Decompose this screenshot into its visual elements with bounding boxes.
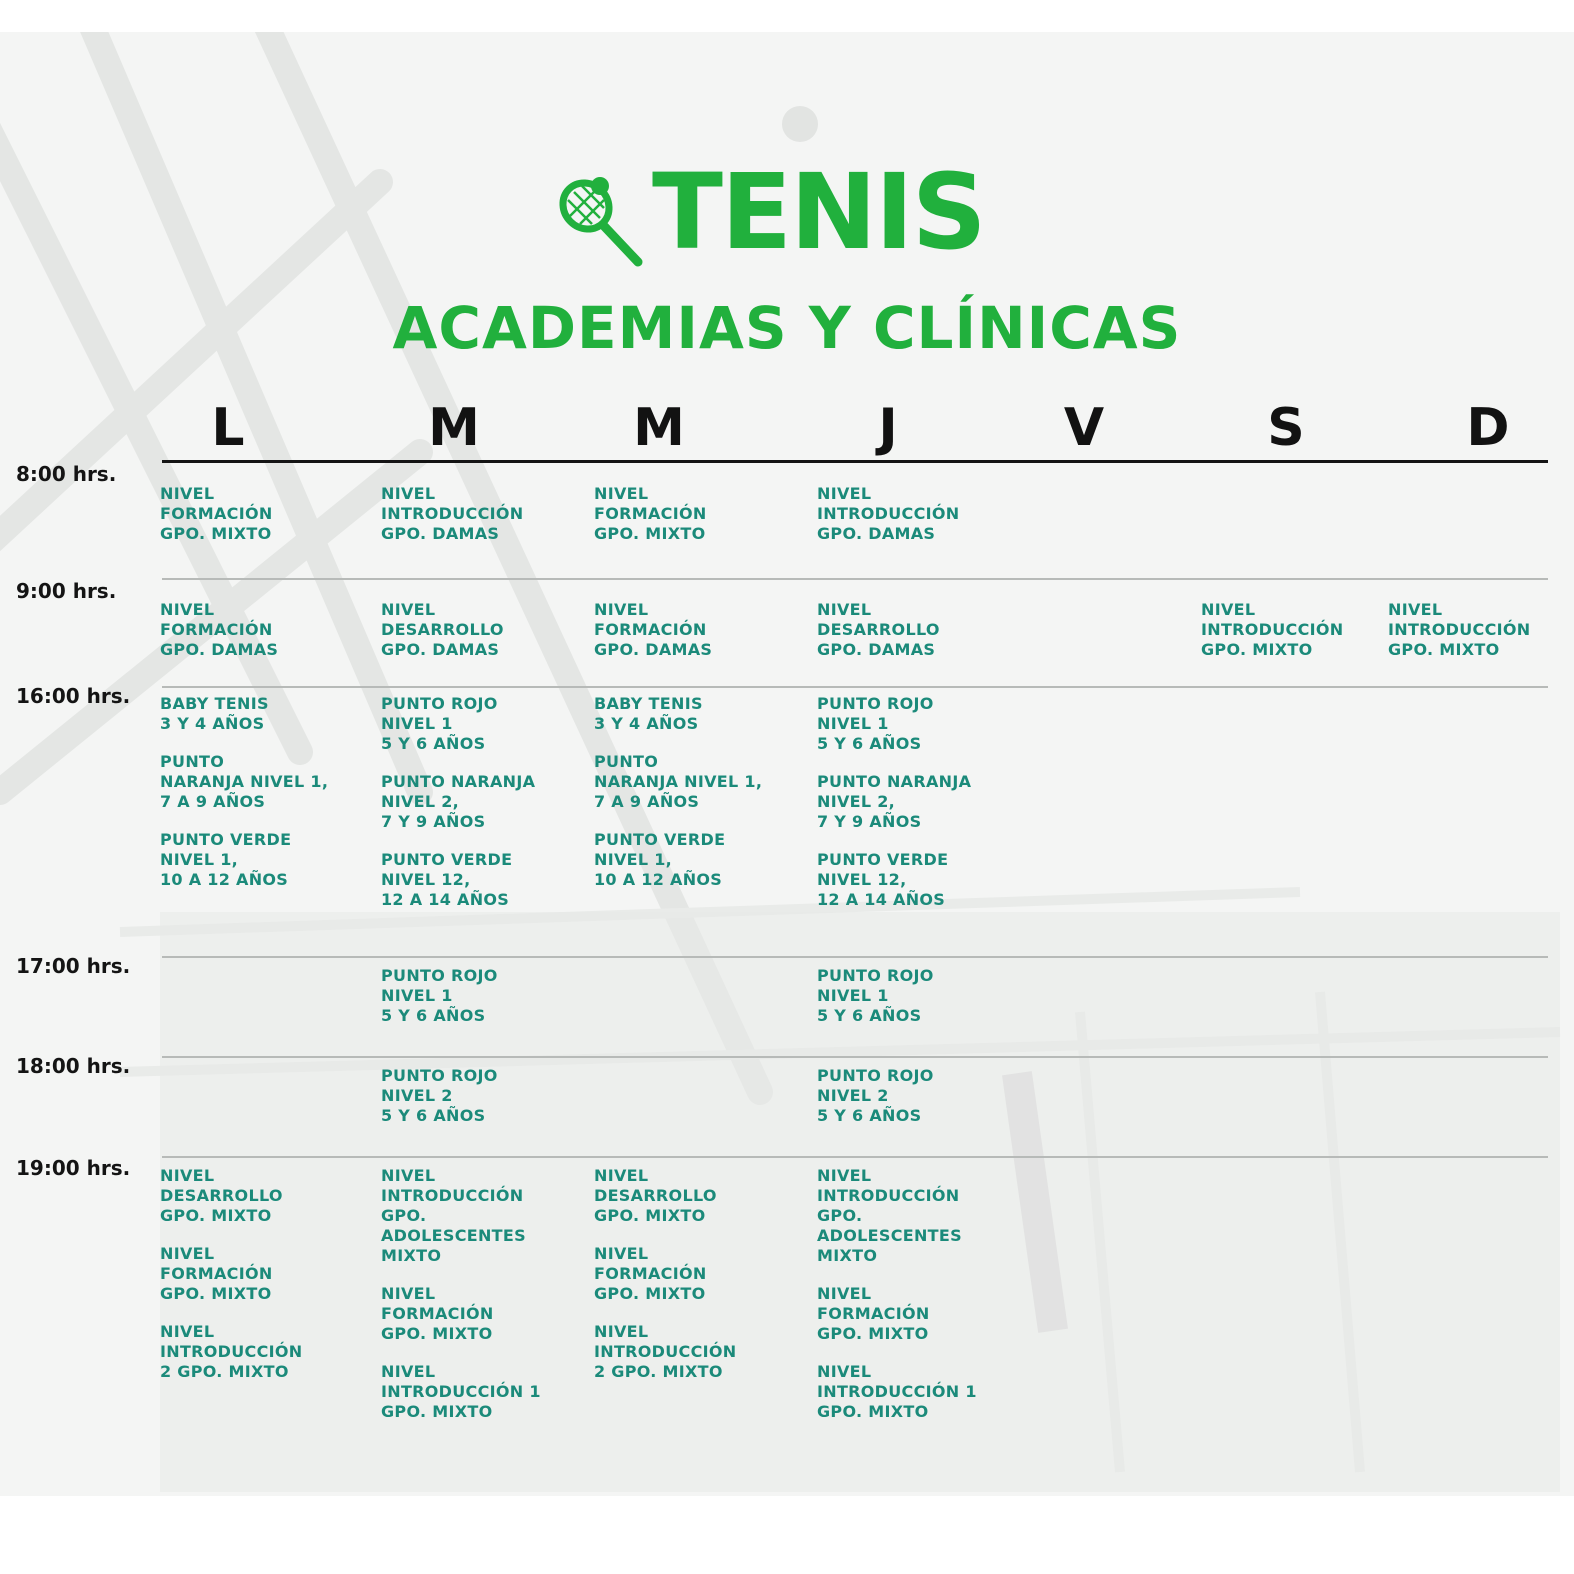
schedule-cell xyxy=(1201,600,1419,678)
class-entry: NIVEL DESARROLLO GPO. MIXTO xyxy=(594,1166,717,1225)
class-entry: NIVEL FORMACIÓN GPO. MIXTO xyxy=(817,1284,930,1343)
row-divider xyxy=(162,578,1548,580)
class-entry: NIVEL FORMACIÓN GPO. MIXTO xyxy=(381,1284,494,1343)
schedule-cell xyxy=(817,484,1035,562)
class-entry: PUNTO VERDE NIVEL 1, 10 A 12 AÑOS xyxy=(160,830,292,889)
schedule-cell xyxy=(160,1166,378,1400)
class-entry: PUNTO ROJO NIVEL 1 5 Y 6 AÑOS xyxy=(817,694,934,753)
class-entry: NIVEL FORMACIÓN GPO. MIXTO xyxy=(594,1244,707,1303)
time-label: 17:00 hrs. xyxy=(16,954,131,978)
class-entry: NIVEL INTRODUCCIÓN GPO. ADOLESCENTES MIXTO xyxy=(381,1166,526,1265)
class-entry: PUNTO ROJO NIVEL 1 5 Y 6 AÑOS xyxy=(817,966,934,1025)
class-entry: NIVEL INTRODUCCIÓN GPO. MIXTO xyxy=(1388,600,1531,659)
tennis-racket-icon xyxy=(556,176,648,268)
time-label: 9:00 hrs. xyxy=(16,579,117,603)
time-label: 8:00 hrs. xyxy=(16,462,117,486)
time-label: 18:00 hrs. xyxy=(16,1054,131,1078)
row-divider xyxy=(162,956,1548,958)
class-entry: NIVEL INTRODUCCIÓN 1 GPO. MIXTO xyxy=(817,1362,977,1421)
class-entry: NIVEL INTRODUCCIÓN GPO. MIXTO xyxy=(1201,600,1344,659)
day-martes: M xyxy=(428,398,480,458)
class-entry: PUNTO VERDE NIVEL 12, 12 A 14 AÑOS xyxy=(381,850,513,909)
class-entry: NIVEL DESARROLLO GPO. MIXTO xyxy=(160,1166,283,1225)
class-entry: NIVEL INTRODUCCIÓN 2 GPO. MIXTO xyxy=(160,1322,303,1381)
schedule-cell xyxy=(381,600,599,678)
schedule-cell xyxy=(817,1066,1035,1144)
schedule-cell xyxy=(1388,600,1574,678)
schedule-cell xyxy=(594,694,812,908)
class-entry: PUNTO NARANJA NIVEL 2, 7 Y 9 AÑOS xyxy=(381,772,536,831)
day-domingo: D xyxy=(1466,398,1510,458)
schedule-cell xyxy=(160,694,378,908)
day-viernes: V xyxy=(1063,398,1105,458)
class-entry: NIVEL DESARROLLO GPO. DAMAS xyxy=(817,600,940,659)
schedule-cell xyxy=(594,484,812,562)
class-entry: PUNTO ROJO NIVEL 2 5 Y 6 AÑOS xyxy=(381,1066,498,1125)
header-rule xyxy=(162,460,1548,463)
schedule-cell xyxy=(817,694,1035,928)
day-miercoles: M xyxy=(633,398,685,458)
class-entry: NIVEL INTRODUCCIÓN GPO. DAMAS xyxy=(817,484,960,543)
class-entry: PUNTO ROJO NIVEL 1 5 Y 6 AÑOS xyxy=(381,694,498,753)
schedule-cell xyxy=(817,600,1035,678)
page-subtitle: ACADEMIAS Y CLÍNICAS xyxy=(392,294,1182,362)
class-entry: PUNTO ROJO NIVEL 2 5 Y 6 AÑOS xyxy=(817,1066,934,1125)
class-entry: NIVEL INTRODUCCIÓN 1 GPO. MIXTO xyxy=(381,1362,541,1421)
class-entry: NIVEL INTRODUCCIÓN GPO. DAMAS xyxy=(381,484,524,543)
class-entry: PUNTO VERDE NIVEL 1, 10 A 12 AÑOS xyxy=(594,830,726,889)
row-divider xyxy=(162,1056,1548,1058)
schedule-cell xyxy=(381,966,599,1044)
schedule-cell xyxy=(817,966,1035,1044)
row-divider xyxy=(162,1156,1548,1158)
page-title: TENIS xyxy=(652,151,985,273)
schedule-cell xyxy=(160,484,378,562)
day-sabado: S xyxy=(1267,398,1305,458)
schedule-cell xyxy=(594,1166,812,1400)
schedule-poster xyxy=(0,32,1574,1496)
class-entry: PUNTO NARANJA NIVEL 1, 7 A 9 AÑOS xyxy=(594,752,763,811)
row-divider xyxy=(162,686,1548,688)
time-label: 16:00 hrs. xyxy=(16,684,131,708)
class-entry: PUNTO ROJO NIVEL 1 5 Y 6 AÑOS xyxy=(381,966,498,1025)
brand-header xyxy=(556,148,1016,276)
class-entry: NIVEL FORMACIÓN GPO. MIXTO xyxy=(160,1244,273,1303)
schedule-cell xyxy=(160,600,378,678)
schedule-cell xyxy=(381,694,599,928)
day-jueves: J xyxy=(878,398,898,458)
class-entry: NIVEL FORMACIÓN GPO. DAMAS xyxy=(160,600,279,659)
schedule-cell xyxy=(381,1166,599,1440)
class-entry: NIVEL FORMACIÓN GPO. MIXTO xyxy=(594,484,707,543)
class-entry: NIVEL INTRODUCCIÓN 2 GPO. MIXTO xyxy=(594,1322,737,1381)
schedule-cell xyxy=(817,1166,1035,1440)
day-lunes: L xyxy=(211,398,245,458)
schedule-cell xyxy=(381,1066,599,1144)
schedule-cell xyxy=(381,484,599,562)
class-entry: NIVEL FORMACIÓN GPO. MIXTO xyxy=(160,484,273,543)
class-entry: PUNTO NARANJA NIVEL 2, 7 Y 9 AÑOS xyxy=(817,772,972,831)
class-entry: NIVEL FORMACIÓN GPO. DAMAS xyxy=(594,600,713,659)
class-entry: NIVEL DESARROLLO GPO. DAMAS xyxy=(381,600,504,659)
class-entry: BABY TENIS 3 Y 4 AÑOS xyxy=(594,694,703,733)
schedule-cell xyxy=(594,600,812,678)
class-entry: PUNTO NARANJA NIVEL 1, 7 A 9 AÑOS xyxy=(160,752,329,811)
class-entry: BABY TENIS 3 Y 4 AÑOS xyxy=(160,694,269,733)
time-label: 19:00 hrs. xyxy=(16,1156,131,1180)
class-entry: NIVEL INTRODUCCIÓN GPO. ADOLESCENTES MIXTO xyxy=(817,1166,962,1265)
class-entry: PUNTO VERDE NIVEL 12, 12 A 14 AÑOS xyxy=(817,850,949,909)
